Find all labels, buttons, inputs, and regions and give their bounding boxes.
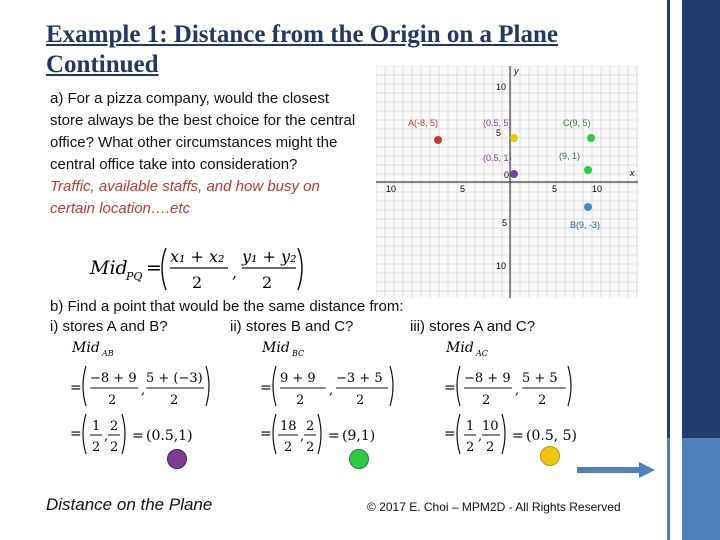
svg-text:,: ,	[478, 429, 483, 444]
svg-text:,: ,	[515, 383, 520, 398]
svg-text:(0.5,1): (0.5,1)	[146, 428, 193, 444]
part-b-question: b) Find a point that would be the same distance from:	[50, 298, 404, 315]
tick-x-neg5: 5	[460, 184, 466, 194]
svg-text:=: =	[444, 426, 456, 442]
svg-text:Mid: Mid	[72, 340, 100, 356]
svg-text:2: 2	[306, 440, 315, 455]
tick-y-5: 5	[496, 128, 502, 138]
svg-text:(0.5, 5): (0.5, 5)	[526, 428, 577, 444]
svg-text:2: 2	[110, 419, 119, 434]
point-a	[434, 136, 442, 144]
sidebar-gap	[670, 0, 682, 540]
point-b	[584, 203, 592, 211]
svg-text:,: ,	[300, 429, 305, 444]
footer-topic: Distance on the Plane	[46, 495, 213, 514]
svg-text:2: 2	[306, 419, 315, 434]
tick-origin: 0	[504, 170, 510, 180]
part-a	[50, 88, 360, 220]
svg-text:1: 1	[92, 419, 101, 434]
svg-text:BC: BC	[292, 349, 305, 358]
svg-text:2: 2	[110, 440, 119, 455]
svg-text:2: 2	[482, 393, 491, 408]
svg-text:2: 2	[108, 393, 117, 408]
formula-sub: PQ	[126, 270, 143, 283]
svg-text:,: ,	[232, 263, 238, 282]
formula-y-num: y₁ + y₂	[242, 247, 297, 266]
svg-text:2: 2	[284, 440, 293, 455]
label-mid-bc: (9, 1)	[559, 151, 581, 161]
x-axis-label: x	[630, 168, 635, 178]
label-mid-ab: (0.5, 1)	[483, 153, 512, 163]
svg-text:9 + 9: 9 + 9	[280, 371, 316, 386]
svg-text:=: =	[444, 380, 456, 396]
point-mid-bc	[584, 166, 592, 174]
slide-title: Example 1: Distance from the Origin on a Plane Continued	[46, 21, 558, 78]
svg-text:=: =	[70, 380, 82, 396]
svg-text:=: =	[146, 257, 162, 279]
label-mid-ac: (0.5, 5)	[483, 118, 512, 128]
tick-x-5: 5	[552, 184, 558, 194]
svg-text:,: ,	[141, 383, 146, 398]
y-axis-label: y	[514, 66, 519, 76]
sub-question-iii: iii) stores A and C?	[410, 318, 536, 335]
svg-text:Mid: Mid	[446, 340, 474, 356]
formula-x-num: x₁ + x₂	[170, 247, 225, 266]
svg-text:2: 2	[92, 440, 101, 455]
svg-text:,: ,	[329, 383, 334, 398]
formula-x-den: 2	[192, 273, 203, 292]
svg-text:AB: AB	[102, 349, 114, 358]
answer-dot-bc	[349, 449, 369, 469]
coordinate-grid	[376, 66, 638, 298]
svg-text:18: 18	[280, 419, 297, 434]
midpoint-formula	[86, 242, 306, 294]
svg-text:2: 2	[466, 440, 475, 455]
svg-text:5 + 5: 5 + 5	[522, 371, 558, 386]
svg-text:−8 + 9: −8 + 9	[90, 371, 137, 386]
formula-y-den: 2	[262, 273, 273, 292]
next-arrow-icon[interactable]	[577, 462, 655, 478]
svg-text:=: =	[328, 428, 340, 444]
svg-text:=: =	[132, 428, 144, 444]
sub-question-ii: ii) stores B and C?	[230, 318, 354, 335]
formula-mid: Mid	[90, 257, 128, 279]
svg-text:2: 2	[486, 440, 495, 455]
tick-y-10: 10	[496, 82, 507, 92]
part-a-answer: Traffic, available staffs, and how busy on certain location….etc	[50, 178, 320, 217]
svg-text:2: 2	[356, 393, 365, 408]
svg-text:,: ,	[104, 429, 109, 444]
tick-y-neg10: 10	[496, 261, 507, 271]
svg-text:−3 + 5: −3 + 5	[336, 371, 383, 386]
svg-text:=: =	[512, 428, 524, 444]
svg-text:5 + (−3): 5 + (−3)	[146, 371, 203, 386]
work-bc	[256, 338, 446, 458]
svg-text:AC: AC	[476, 349, 488, 358]
work-ab	[66, 338, 256, 458]
svg-text:(9,1): (9,1)	[342, 428, 376, 444]
label-a: A(-8, 5)	[408, 118, 439, 128]
svg-text:1: 1	[466, 419, 475, 434]
decorative-sidebar	[667, 0, 720, 540]
label-b: B(9, -3)	[570, 220, 601, 230]
tick-x-10: 10	[592, 184, 603, 194]
svg-text:−8 + 9: −8 + 9	[464, 371, 511, 386]
tick-y-neg5: 5	[502, 218, 508, 228]
point-mid-ac	[510, 134, 518, 142]
svg-text:=: =	[260, 426, 272, 442]
svg-text:Mid: Mid	[262, 340, 290, 356]
tick-x-neg10: 10	[386, 184, 397, 194]
answer-dot-ac	[540, 446, 560, 466]
svg-text:2: 2	[296, 393, 305, 408]
footer-copyright: © 2017 E. Choi – MPM2D - All Rights Reserved	[367, 500, 621, 514]
svg-text:=: =	[260, 380, 272, 396]
point-mid-ab	[510, 170, 518, 178]
work-ac	[440, 338, 640, 458]
answer-dot-ab	[167, 449, 187, 469]
point-c	[587, 134, 595, 142]
label-c: C(9, 5)	[563, 118, 591, 128]
svg-text:10: 10	[482, 419, 499, 434]
svg-text:2: 2	[538, 393, 547, 408]
svg-text:=: =	[70, 426, 82, 442]
sub-question-i: i) stores A and B?	[50, 318, 168, 335]
part-a-question: a) For a pizza company, would the closest store always be the best choice for the central office? What other circumstances might the central office take into consideration?	[50, 90, 356, 173]
svg-text:2: 2	[170, 393, 179, 408]
